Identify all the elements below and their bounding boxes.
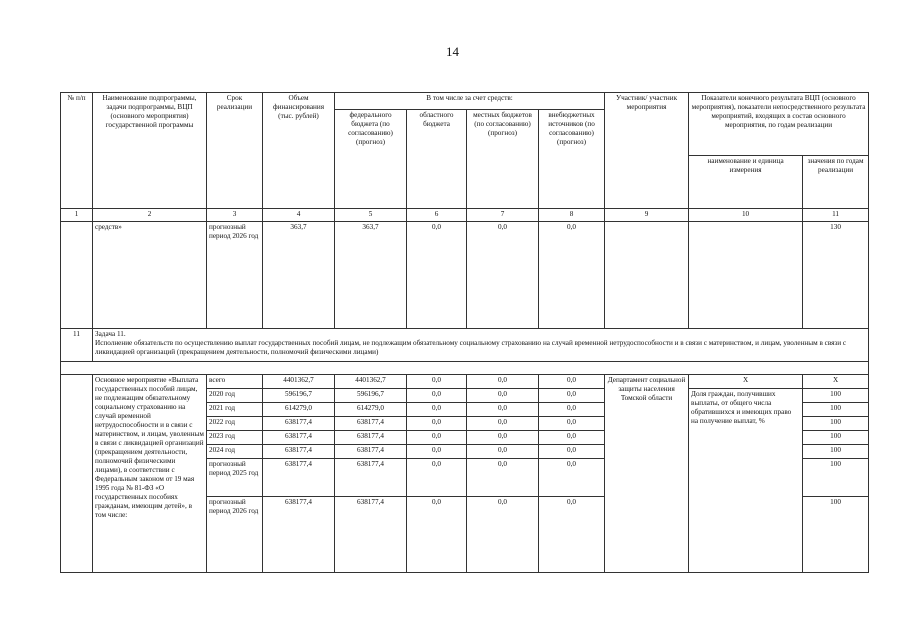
header-num: № п/п — [61, 93, 93, 209]
header-federal: федерального бюджета (по согласованию) (прогноз) — [335, 110, 407, 209]
indicator-x: X — [689, 375, 803, 389]
row-regional: 0,0 — [407, 389, 467, 403]
row-volume: 596196,7 — [263, 389, 335, 403]
spacer-row — [61, 362, 869, 375]
row-term: 2022 год — [207, 417, 263, 431]
row-value: 130 — [803, 222, 869, 329]
row-extra: 0,0 — [539, 222, 605, 329]
row-local: 0,0 — [467, 389, 539, 403]
col-number: 10 — [689, 209, 803, 222]
task-text: Исполнение обязательств по осуществлению выплат государственных пособий лицам, не подлежащим обязательному социальному страхованию на случай временной нетрудоспособности и в связи с материнством, и лицам, уволенным в связи с ликвидацией организаций (прекращением деятельности, полномочий физическими лицами) — [95, 339, 847, 356]
row-local: 0,0 — [467, 459, 539, 497]
row-local: 0,0 — [467, 403, 539, 417]
row-federal: 596196,7 — [335, 389, 407, 403]
row-regional: 0,0 — [407, 497, 467, 573]
task-description — [93, 329, 869, 362]
row-regional: 0,0 — [407, 417, 467, 431]
row-term: всего — [207, 375, 263, 389]
row-volume: 363,7 — [263, 222, 335, 329]
event-row-total — [61, 375, 869, 389]
col-number: 9 — [605, 209, 689, 222]
row-value: 100 — [803, 497, 869, 573]
row-extra: 0,0 — [539, 417, 605, 431]
row-extra: 0,0 — [539, 459, 605, 497]
row-value: 100 — [803, 403, 869, 417]
row-federal: 638177,4 — [335, 459, 407, 497]
col-number: 7 — [467, 209, 539, 222]
row-volume: 638177,4 — [263, 417, 335, 431]
row-volume: 4401362,7 — [263, 375, 335, 389]
row-local: 0,0 — [467, 497, 539, 573]
row-federal: 638177,4 — [335, 445, 407, 459]
col-number: 11 — [803, 209, 869, 222]
row-local: 0,0 — [467, 222, 539, 329]
row-local: 0,0 — [467, 417, 539, 431]
header-participant: Участник/ участник мероприятия — [605, 93, 689, 209]
row-federal: 638177,4 — [335, 431, 407, 445]
row-volume: 638177,4 — [263, 497, 335, 573]
row-term: 2020 год — [207, 389, 263, 403]
row-term: прогнозный период 2026 год — [207, 497, 263, 573]
row-name: средств» — [93, 222, 207, 329]
header-row-1 — [61, 93, 869, 110]
row-extra: 0,0 — [539, 403, 605, 417]
row-value: 100 — [803, 459, 869, 497]
row-extra: 0,0 — [539, 375, 605, 389]
col-number: 5 — [335, 209, 407, 222]
row-term: 2021 год — [207, 403, 263, 417]
row-federal: 4401362,7 — [335, 375, 407, 389]
row-volume: 638177,4 — [263, 431, 335, 445]
row-federal: 638177,4 — [335, 497, 407, 573]
row-regional: 0,0 — [407, 445, 467, 459]
row-extra: 0,0 — [539, 445, 605, 459]
row-extra: 0,0 — [539, 389, 605, 403]
header-ind-name: наименование и единица измерения — [689, 156, 803, 209]
task-title: Задача 11. — [95, 330, 126, 338]
program-table — [60, 92, 869, 573]
task-number: 11 — [61, 329, 93, 362]
row-value: 100 — [803, 445, 869, 459]
event-participant: Департамент социальной защиты населения Томской области — [605, 375, 689, 573]
row-term: прогнозный период 2025 год — [207, 459, 263, 497]
row-term: 2024 год — [207, 445, 263, 459]
header-local: местных бюджетов (по согласованию) (прогноз) — [467, 110, 539, 209]
row-volume: 638177,4 — [263, 445, 335, 459]
row-value: 100 — [803, 389, 869, 403]
row-regional: 0,0 — [407, 431, 467, 445]
task-row — [61, 329, 869, 362]
row-federal: 363,7 — [335, 222, 407, 329]
row-local: 0,0 — [467, 375, 539, 389]
row-value: 100 — [803, 417, 869, 431]
column-numbers-row — [61, 209, 869, 222]
row-extra: 0,0 — [539, 497, 605, 573]
row-federal: 614279,0 — [335, 403, 407, 417]
header-extra: внебюджетных источников (по согласованию) (прогноз) — [539, 110, 605, 209]
col-number: 3 — [207, 209, 263, 222]
col-number: 8 — [539, 209, 605, 222]
row-local: 0,0 — [467, 431, 539, 445]
header-term: Срок реализации — [207, 93, 263, 209]
col-number: 6 — [407, 209, 467, 222]
row-regional: 0,0 — [407, 222, 467, 329]
row-regional: 0,0 — [407, 403, 467, 417]
col-number: 4 — [263, 209, 335, 222]
col-number: 1 — [61, 209, 93, 222]
row-local: 0,0 — [467, 445, 539, 459]
row-federal: 638177,4 — [335, 417, 407, 431]
indicator-name: Доля граждан, получивших выплаты, от общего числа обратившихся и имеющих право на получение выплат, % — [689, 389, 803, 573]
event-name: Основное мероприятие «Выплата государственных пособий лицам, не подлежащим обязательному социальному страхованию на случай временной нетрудоспособности и в связи с материнством, и лицам, уволенным в связи с ликвидацией организаций (прекращением деятельности, полномочий физическими лицами), в соответствии с Федеральным законом от 19 мая 1995 года № 81-ФЗ «О государственных пособиях гражданам, имеющим детей», в том числе: — [93, 375, 207, 573]
header-name: Наименование подпрограммы, задачи подпрограммы, ВЦП (основного мероприятия) государственной программы — [93, 93, 207, 209]
row-volume: 614279,0 — [263, 403, 335, 417]
row-volume: 638177,4 — [263, 459, 335, 497]
row-value: 100 — [803, 431, 869, 445]
header-ind-value: значения по годам реализации — [803, 156, 869, 209]
table-row-continuation — [61, 222, 869, 329]
row-extra: 0,0 — [539, 431, 605, 445]
row-term: прогнозный период 2026 год — [207, 222, 263, 329]
page-number: 14 — [446, 44, 459, 59]
header-indicators: Показатели конечного результата ВЦП (основного мероприятия), показатели непосредственного результата мероприятий, входящих в состав основного мероприятия, по годам реализации — [689, 93, 869, 156]
header-volume: Объем финансирования (тыс. рублей) — [263, 93, 335, 209]
header-including: В том числе за счет средств: — [335, 93, 605, 110]
col-number: 2 — [93, 209, 207, 222]
row-regional: 0,0 — [407, 459, 467, 497]
header-regional: областного бюджета — [407, 110, 467, 209]
row-value: X — [803, 375, 869, 389]
row-term: 2023 год — [207, 431, 263, 445]
row-regional: 0,0 — [407, 375, 467, 389]
